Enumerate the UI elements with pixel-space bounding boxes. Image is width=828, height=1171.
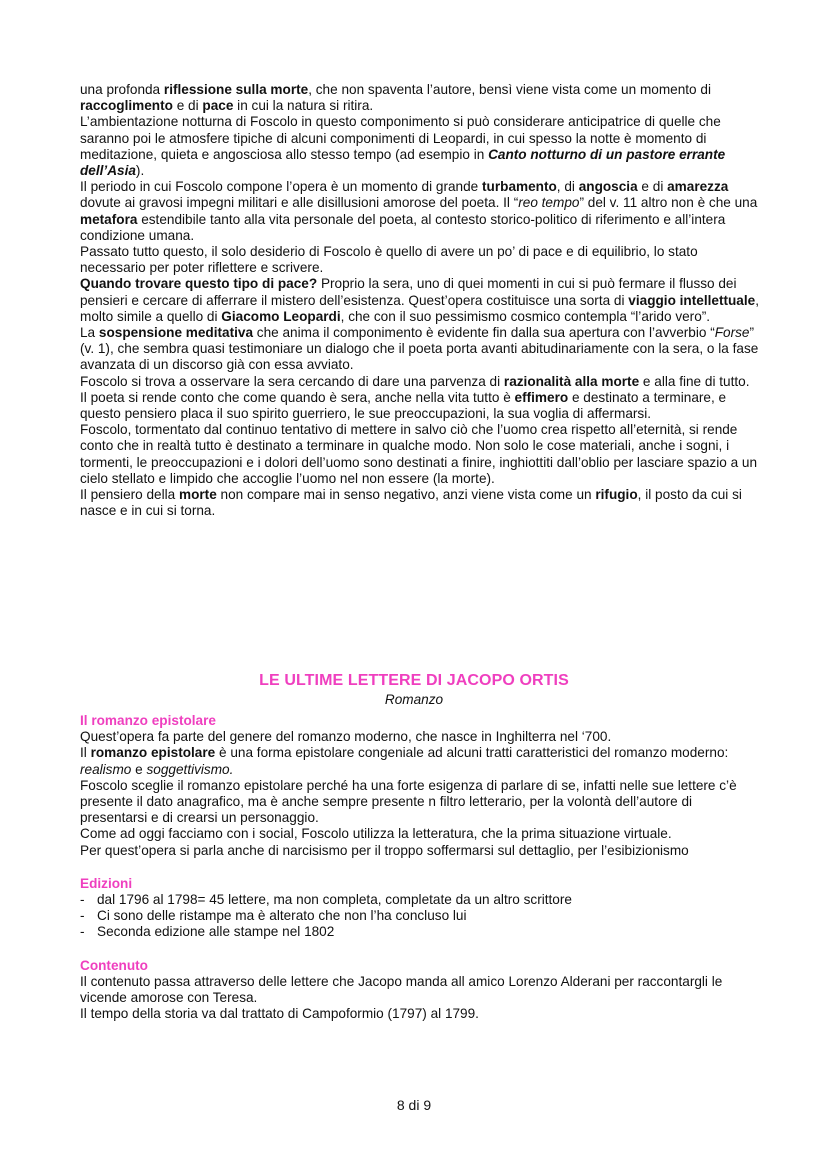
paragraph: [80, 82, 760, 114]
spacer: [80, 859, 760, 876]
italic-quote: Forse: [714, 325, 750, 341]
paragraph: [80, 374, 760, 423]
bold-term: rifugio: [595, 487, 638, 503]
bold-term: pace: [202, 98, 234, 114]
text-run: ” del v. 11 altro non è che una: [579, 195, 758, 211]
paragraph: Come ad oggi facciamo con i social, Foscolo utilizza la letteratura, che la prima situazione virtuale.: [80, 826, 672, 842]
text-run: Il: [80, 745, 91, 761]
chapter-subtitle: Romanzo: [384, 692, 444, 707]
ortis-text: [80, 713, 760, 1022]
text-run: , che con il suo pessimismo cosmico contempla “l’arido vero”.: [340, 308, 711, 324]
paragraph: Il tempo della storia va dal trattato di Campoformio (1797) al 1799.: [80, 1006, 479, 1022]
dash-bullet: -: [80, 892, 85, 908]
spacer: [80, 941, 760, 958]
italic-quote: reo tempo: [518, 195, 580, 211]
list-item-text: Seconda edizione alle stampe nel 1802: [97, 924, 335, 940]
paragraph: [80, 114, 760, 179]
italic-term: realismo: [80, 761, 132, 777]
bold-question: Quando trovare questo tipo di pace?: [80, 276, 318, 292]
edizioni-list: [80, 892, 760, 941]
text-run: ).: [135, 163, 145, 179]
paragraph: Foscolo, tormentato dal continuo tentativo di mettere in salvo ciò che l’uomo crea rispetto all’eternità, si rende conto che in realtà tutto è destinato a terminare in qualche modo. Non solo le cose materiali, anche i sogni, i tormenti, le preoccupazioni e i dolori dell’uomo sono destinati a finire, inghiottiti dall’oblio per lasciare spazio a un cielo stellato e limpido che accoglie l’uomo nel non essere (la morte).: [80, 422, 758, 486]
paragraph: Per quest’opera si parla anche di narcisismo per il troppo soffermarsi sul dettaglio, per l’esibizionismo: [80, 842, 689, 858]
bold-term: riflessione sulla morte: [163, 82, 309, 97]
paragraph: [80, 487, 760, 519]
bold-term: viaggio intellettuale: [628, 292, 756, 308]
bold-italic-title: Canto notturno di un pastore errante dell’Asia: [80, 146, 726, 179]
text-run: , molto simile a quello di: [80, 292, 759, 324]
text-run: , che non spaventa l’autore, bensì viene vista come un momento di: [308, 82, 711, 97]
dash-bullet: -: [80, 908, 85, 924]
chapter-title: LE ULTIME LETTERE DI JACOPO ORTIS: [259, 672, 569, 689]
bold-term: amarezza: [667, 179, 729, 195]
foscolo-sera-text: [80, 82, 760, 519]
text-run: Il periodo in cui Foscolo compone l’opera è un momento di grande: [80, 179, 483, 195]
list-item: [80, 892, 760, 908]
dash-bullet: -: [80, 924, 85, 940]
paragraph: [80, 745, 760, 777]
text-run: L’ambientazione notturna di Foscolo in questo componimento si può considerare anticipatrice di quelle che saranno poi le atmosfere tipiche di alcuni componimenti di Leopardi, in cui spesso la notte è momento di meditazione, quieta e angosciosa allo stesso tempo (ad esempio in: [80, 114, 721, 162]
text-run: che anima il componimento è evidente fin dalla sua apertura con l’avverbio “: [253, 325, 715, 341]
bold-term: romanzo epistolare: [90, 745, 216, 761]
page-number: 8 di 9: [396, 1097, 432, 1113]
bold-term: metafora: [80, 211, 138, 227]
text-run: Foscolo si trova a osservare la sera cercando di dare una parvenza di: [80, 373, 504, 389]
text-run: non compare mai in senso negativo, anzi viene vista come un: [216, 487, 596, 503]
text-run: , di: [556, 179, 579, 195]
bold-term: effimero: [514, 389, 569, 405]
italic-term: soggettivismo.: [146, 761, 234, 777]
paragraph: Passato tutto questo, il solo desiderio di Foscolo è quello di avere un po’ di pace e di equilibrio, lo stato necessario per poter riflettere e scrivere.: [80, 244, 698, 276]
paragraph: [80, 179, 760, 244]
bold-term: morte: [179, 487, 217, 503]
text-run: ” (v. 1), che sembra quasi testimoniare un dialogo che il poeta porta avanti abitudinariamente con la sera, o la fase avanzata di un discorso già con essa avviato.: [80, 325, 759, 373]
text-run: Il pensiero della: [80, 487, 179, 503]
text-run: , il posto da cui si nasce e in cui si torna.: [80, 487, 742, 519]
text-run: è una forma epistolare congeniale ad alcuni tratti caratteristici del romanzo moderno:: [215, 745, 729, 761]
text-run: e destinato a terminare, e questo pensiero placa il suo spirito guerriero, le sue preoccupazioni, la sua voglia di affermarsi.: [80, 389, 727, 422]
bold-term: angoscia: [578, 179, 638, 195]
text-run: una profonda: [80, 82, 164, 97]
section-heading-romanzo: Il romanzo epistolare: [80, 713, 216, 728]
text-run: e di: [637, 179, 668, 195]
text-run: Proprio la sera, uno di quei momenti in cui si può fermare il flusso dei pensieri e cercare di afferrare il mistero dell’esistenza. Quest’opera costituisce una sorta di: [80, 276, 737, 308]
paragraph: [80, 276, 760, 325]
text-run: dovute ai gravosi impegni militari e alle disillusioni amorose del poeta. Il “: [80, 195, 519, 211]
text-run: e alla fine di tutto. Il poeta si rende conto che come quando è sera, anche nella vita tutto è: [80, 373, 750, 405]
section-heading-contenuto: Contenuto: [80, 957, 148, 973]
paragraph: Il contenuto passa attraverso delle lettere che Jacopo manda all amico Lorenzo Alderani per raccontargli le vicende amorose con Teresa.: [80, 973, 723, 1006]
paragraph: Quest’opera fa parte del genere del romanzo moderno, che nasce in Inghilterra nel ‘700.: [80, 729, 612, 745]
bold-term: Giacomo Leopardi: [221, 308, 341, 324]
bold-term: razionalità alla morte: [503, 373, 640, 389]
bold-term: raccoglimento: [80, 98, 173, 114]
text-run: e di: [172, 98, 203, 114]
list-item: [80, 908, 760, 924]
bold-term: sospensione meditativa: [98, 325, 254, 341]
list-item: [80, 924, 760, 940]
paragraph: Foscolo sceglie il romanzo epistolare perché ha una forte esigenza di parlare di se, infatti nelle sue lettere c’è presente il dato anagrafico, ma è anche sempre presente n filtro letterario, per la volontà dell’autore di presentarsi e di crearsi un personaggio.: [80, 777, 737, 826]
text-run: La: [80, 325, 99, 341]
list-item-text: Ci sono delle ristampe ma è alterato che non l’ha concluso lui: [97, 908, 467, 924]
list-item-text: dal 1796 al 1798= 45 lettere, ma non completa, completate da un altro scrittore: [97, 892, 572, 908]
text-run: e: [131, 761, 147, 777]
section-heading-edizioni: Edizioni: [80, 875, 133, 891]
bold-term: turbamento: [482, 179, 557, 195]
paragraph: [80, 325, 760, 374]
text-run: estendibile tanto alla vita personale del poeta, al contesto storico-politico di riferimento e all’intera condizione umana.: [80, 211, 726, 243]
text-run: in cui la natura si ritira.: [233, 98, 374, 114]
